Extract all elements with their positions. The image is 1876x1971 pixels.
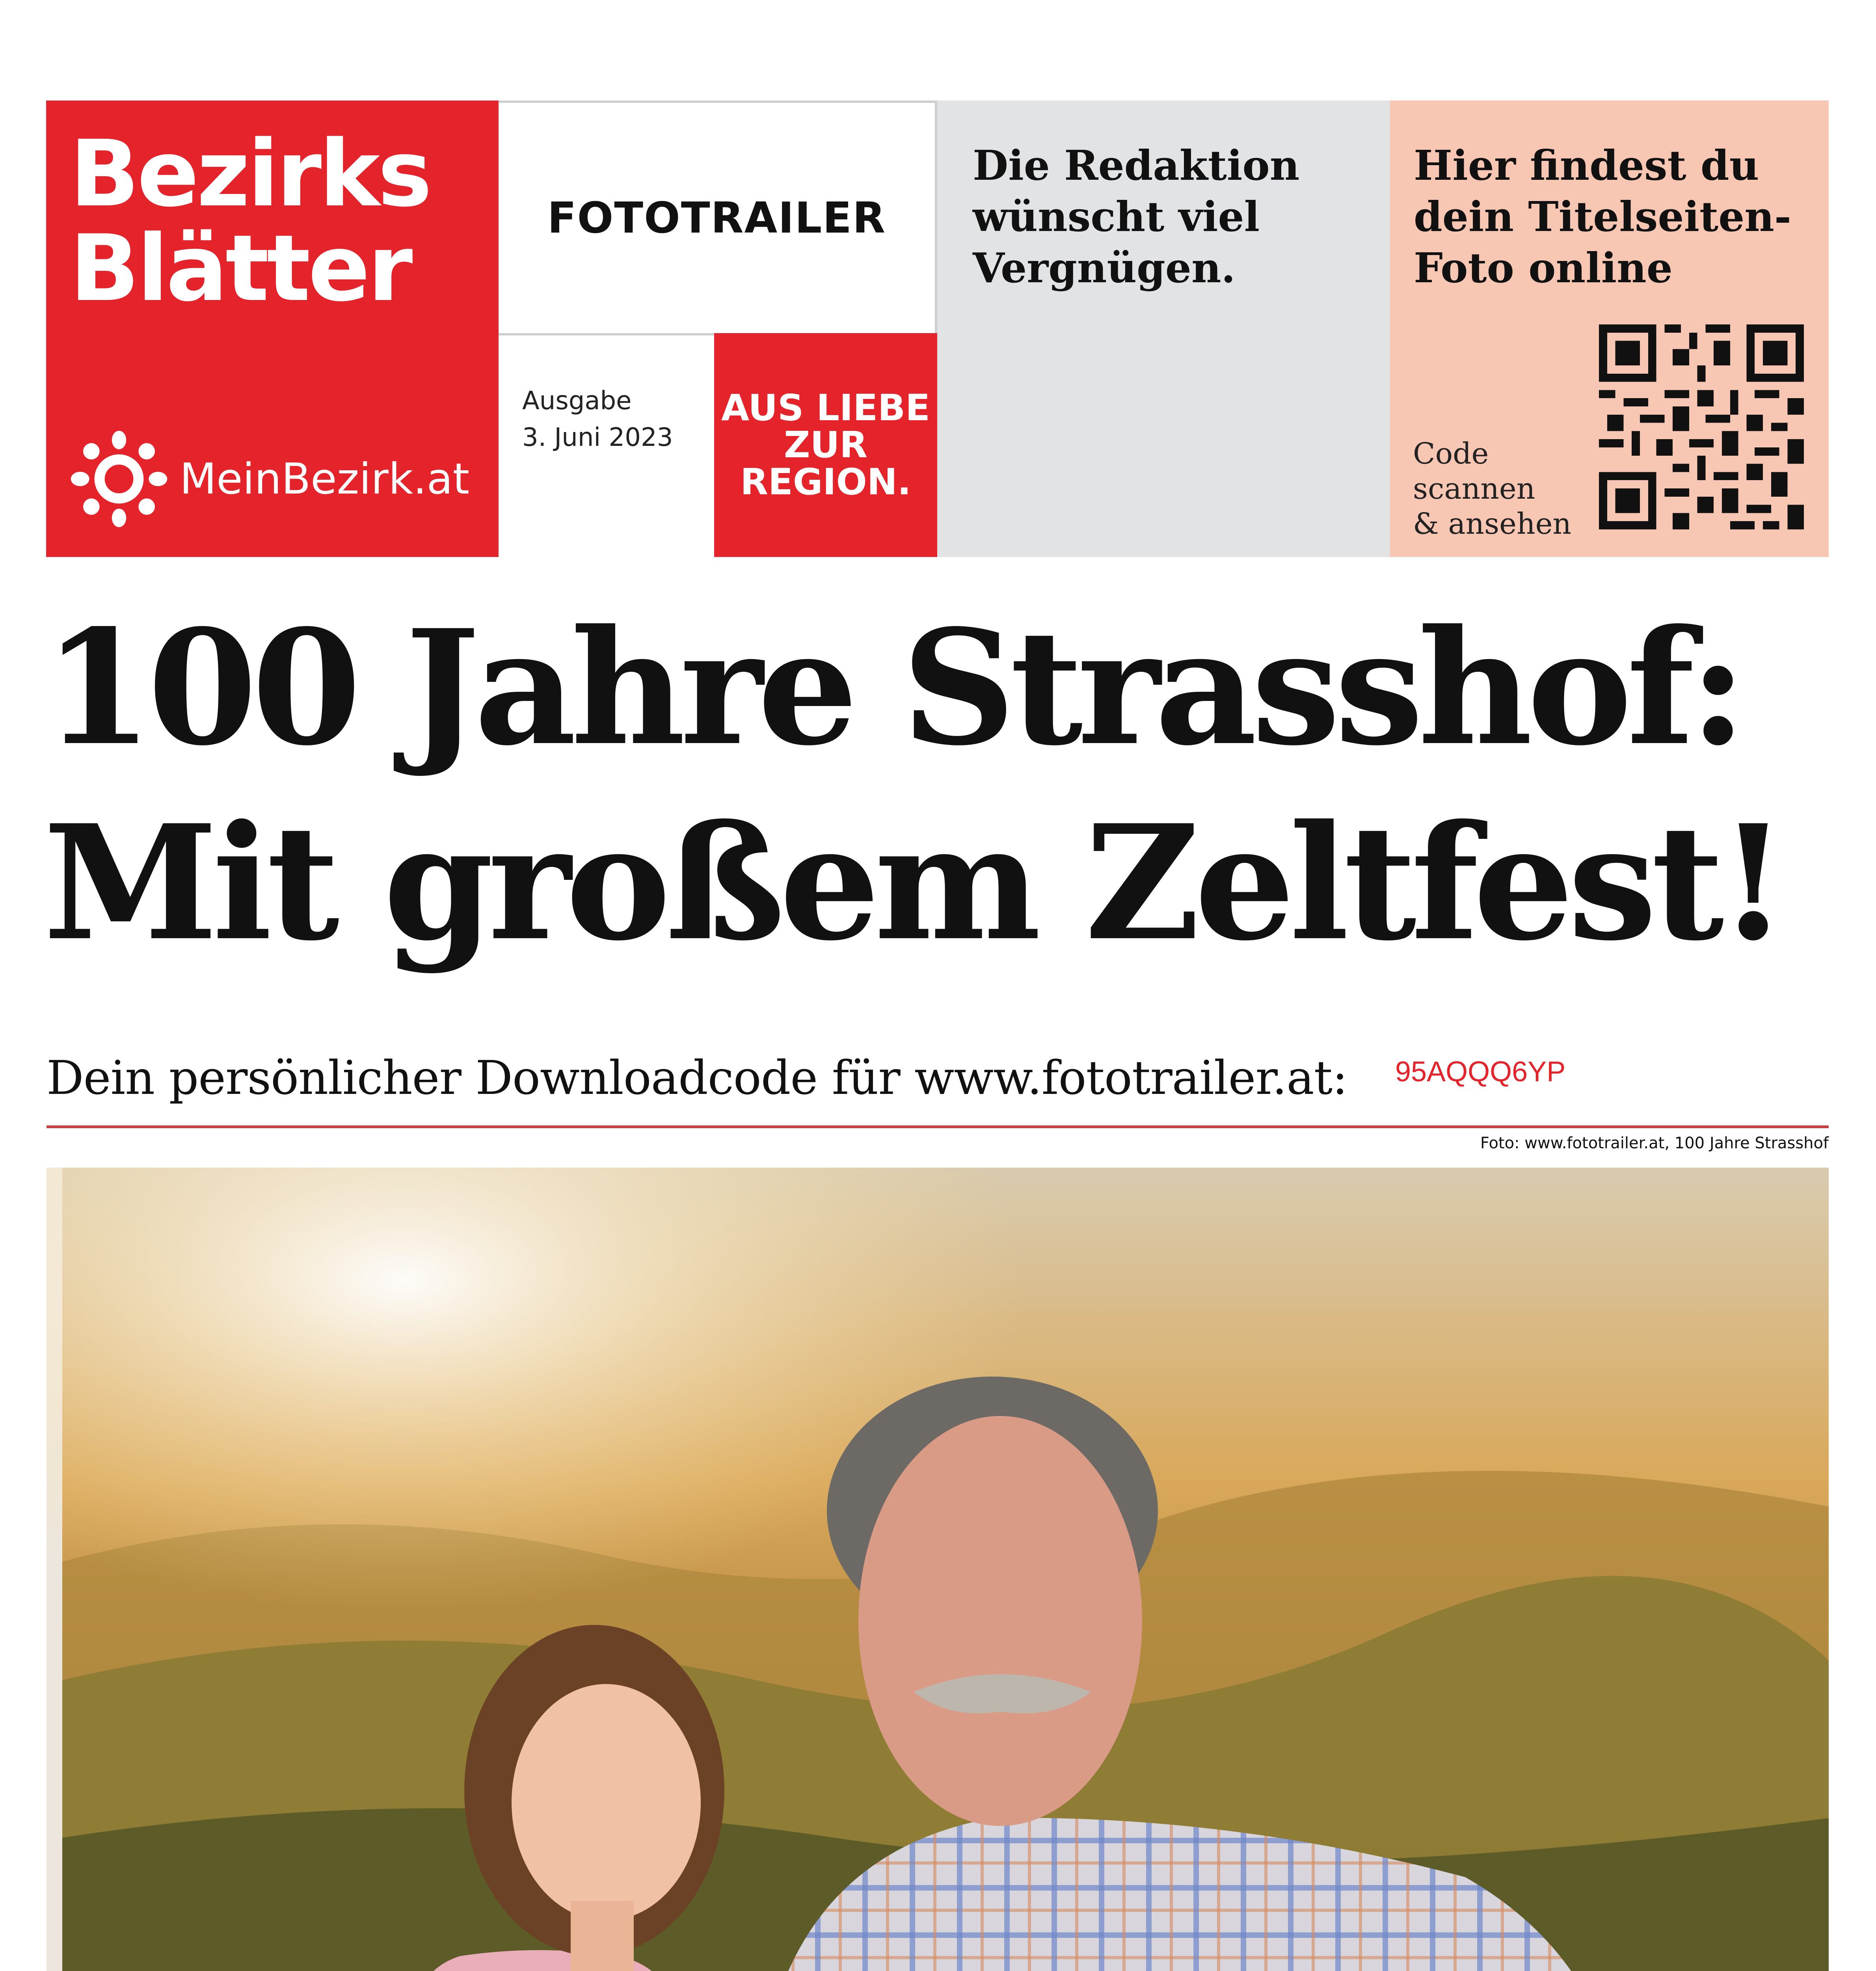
headline-line-1: 100 Jahre Strasshof: [43,595,1742,781]
qr-code-icon[interactable] [1599,324,1804,529]
fototrailer-box [499,101,937,333]
online-photo-box [1390,101,1829,557]
meinbezirk-label: MeinBezirk.at [180,454,470,504]
scan-line-1: Code [1413,437,1489,471]
divider-rule [47,1125,1829,1128]
scan-line-2: scannen [1413,471,1535,506]
cover-photo[interactable] [47,1168,1829,1971]
logo-line-1: Bezirks [70,121,430,227]
redaktion-box [937,101,1390,557]
online-line-1: Hier findest du [1414,141,1759,190]
headline-line-2: Mit großem Zeltfest! [43,790,1783,976]
edition-label: Ausgabe [522,386,632,415]
download-code[interactable]: 95AQQQ6YP [1395,1056,1566,1088]
download-code-label: Dein persönlicher Downloadcode für www.fototrailer.at: [47,1051,1347,1105]
meinbezirk-sun-icon [68,428,170,530]
meinbezirk-link[interactable] [68,428,469,530]
edition-box [499,333,714,557]
slogan-line-1: AUS LIEBE [721,387,931,429]
bezirksblaetter-logo[interactable] [46,101,499,557]
logo-line-2: Blätter [70,215,411,322]
edition-date: 3. Juni 2023 [522,423,673,452]
slogan-box [714,333,937,557]
redaktion-line-3: Vergnügen. [973,244,1236,292]
redaktion-line-1: Die Redaktion [973,141,1300,190]
photo-credit: Foto: www.fototrailer.at, 100 Jahre Strasshof [1480,1134,1829,1152]
online-line-2: dein Titelseiten- [1414,192,1792,241]
redaktion-line-2: wünscht viel [973,192,1260,241]
scan-instructions [1413,436,1571,541]
fototrailer-label: FOTOTRAILER [547,193,886,243]
scan-line-3: & ansehen [1413,507,1572,541]
slogan-line-3: REGION. [740,460,911,503]
online-line-3: Foto online [1414,244,1673,292]
slogan-line-2: ZUR [784,424,868,466]
